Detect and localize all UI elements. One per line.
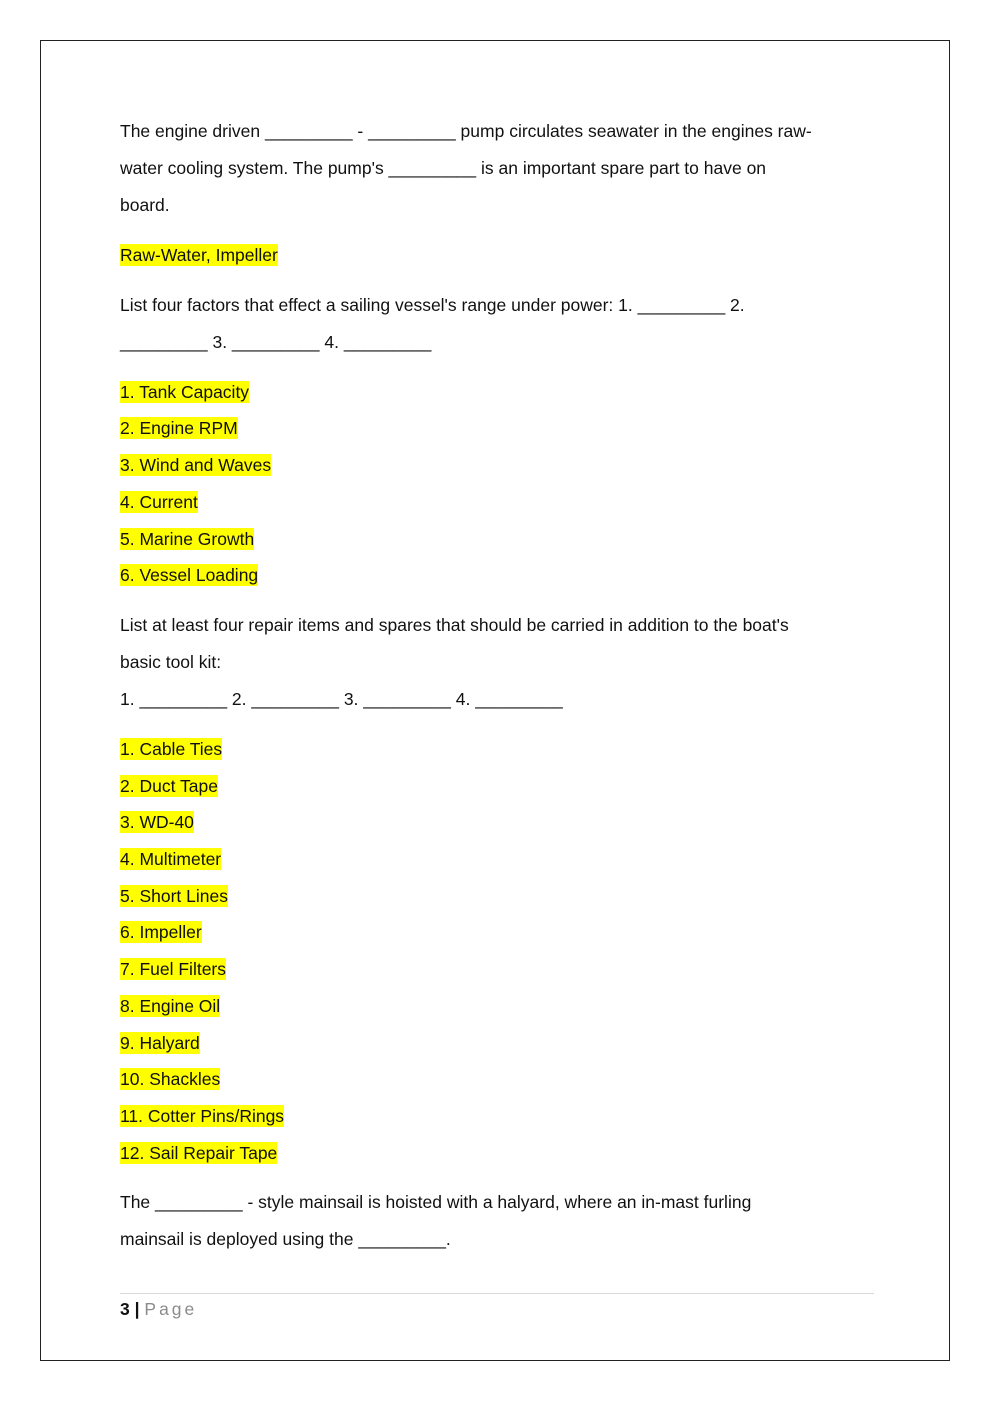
answer-item: 10. Shackles: [120, 1069, 221, 1090]
question-4: [120, 1184, 880, 1258]
question-3: [120, 607, 880, 718]
answer-item: 2. Duct Tape: [120, 775, 218, 796]
question-text-line: board.: [120, 195, 170, 215]
question-text-line: The engine driven _________ - _________ pump circulates seawater in the engines raw-: [120, 121, 812, 141]
question-text-line: mainsail is deployed using the _________.: [120, 1229, 451, 1250]
answer-1: [120, 237, 880, 274]
question-text-line: List at least four repair items and spares that should be carried in addition to the boat's: [120, 614, 789, 635]
answer-item: 3. Wind and Waves: [120, 455, 272, 476]
answer-item: 5. Marine Growth: [120, 528, 255, 549]
document-body: [120, 113, 880, 1258]
answer-item: 7. Fuel Filters: [120, 959, 226, 980]
question-text-line: 1. _________ 2. _________ 3. _________ 4. _________: [120, 688, 563, 709]
answer-item: 2. Engine RPM: [120, 418, 238, 439]
question-text-line: water cooling system. The pump's _________ is an important spare part to have on: [120, 158, 767, 178]
page-footer: [120, 1293, 874, 1320]
answer-item: 4. Multimeter: [120, 849, 222, 870]
question-text-line: List four factors that effect a sailing vessel's range under power: 1. _________ 2.: [120, 294, 745, 315]
answer-item: 8. Engine Oil: [120, 995, 221, 1016]
answer-item: 1. Cable Ties: [120, 738, 223, 759]
question-text-line: _________ 3. _________ 4. _________: [120, 331, 432, 352]
answer-item: 5. Short Lines: [120, 885, 228, 906]
answer-list-3: [120, 731, 880, 1171]
highlighted-answer: Raw-Water, Impeller: [120, 245, 278, 265]
answer-item: 12. Sail Repair Tape: [120, 1142, 278, 1163]
answer-item: 11. Cotter Pins/Rings: [120, 1105, 285, 1126]
question-2: [120, 287, 880, 361]
answer-item: 1. Tank Capacity: [120, 381, 250, 402]
answer-item: 3. WD-40: [120, 812, 194, 833]
answer-item: 6. Vessel Loading: [120, 565, 259, 586]
question-1: [120, 113, 880, 224]
question-text-line: The _________ - style mainsail is hoisted with a halyard, where an in-mast furling: [120, 1192, 752, 1213]
answer-item: 6. Impeller: [120, 922, 202, 943]
footer-separator: |: [134, 1299, 140, 1319]
page-number: 3: [120, 1299, 130, 1319]
answer-item: 9. Halyard: [120, 1032, 200, 1053]
answer-item: 4. Current: [120, 491, 198, 512]
question-text-line: basic tool kit:: [120, 651, 222, 672]
page-label: Page: [144, 1299, 198, 1319]
answer-list-2: [120, 374, 880, 594]
